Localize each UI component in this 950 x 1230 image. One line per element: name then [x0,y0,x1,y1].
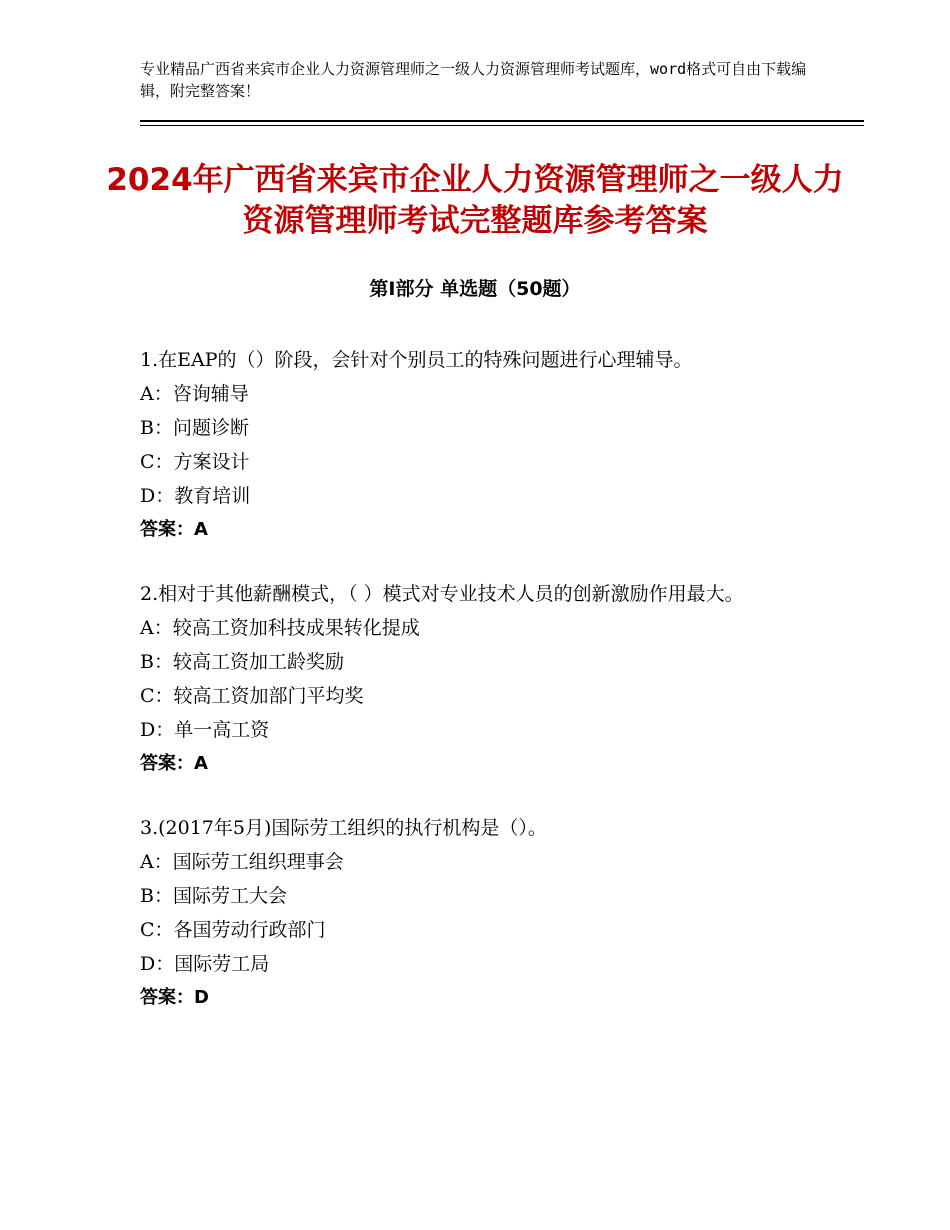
header-note: 专业精品广西省来宾市企业人力资源管理师之一级人力资源管理师考试题库，word格式可自由下载编辑，附完整答案！ [140,60,807,100]
option-c: C：方案设计 [140,451,250,473]
question-1 [140,343,812,547]
option-c: C：较高工资加部门平均奖 [140,685,364,707]
section-title: 第Ⅰ部分 单选题（50题） [369,278,581,300]
question-list [140,343,812,1045]
answer: 答案：A [140,519,208,540]
option-a: A：咨询辅导 [140,383,249,405]
answer: 答案：D [140,987,209,1008]
question-stem: 3.(2017年5月)国际劳工组织的执行机构是（）。 [140,817,547,839]
option-a: A：较高工资加科技成果转化提成 [140,617,420,639]
header-rule-thin [140,125,864,126]
question-stem: 1.在EAP的（）阶段，会针对个别员工的特殊问题进行心理辅导。 [140,349,693,371]
option-a: A：国际劳工组织理事会 [140,851,344,873]
answer: 答案：A [140,753,208,774]
question-stem: 2.相对于其他薪酬模式，（ ）模式对专业技术人员的创新激励作用最大。 [140,583,744,605]
option-b: B：国际劳工大会 [140,885,287,907]
option-d: D：单一高工资 [140,719,270,741]
option-d: D：教育培训 [140,485,251,507]
document-title: 2024年广西省来宾市企业人力资源管理师之一级人力资源管理师考试完整题库参考答案 [106,162,844,239]
question-3 [140,811,812,1015]
option-d: D：国际劳工局 [140,953,270,975]
header-rule-thick [140,120,864,122]
option-c: C：各国劳动行政部门 [140,919,326,941]
option-b: B：较高工资加工龄奖励 [140,651,344,673]
option-b: B：问题诊断 [140,417,249,439]
question-2 [140,577,812,781]
